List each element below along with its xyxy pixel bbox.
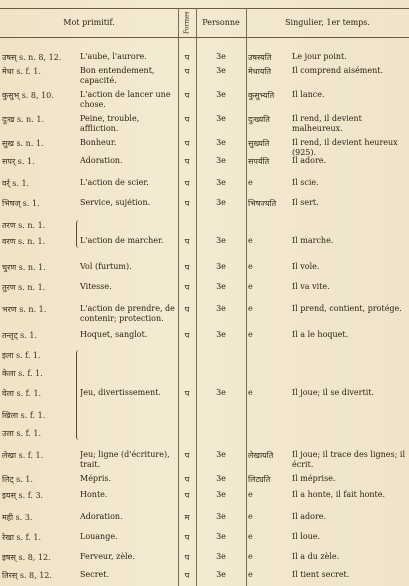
- meaning: Adoration.: [80, 512, 123, 521]
- translation: Il sert.: [292, 198, 319, 207]
- person: 3e: [216, 474, 226, 483]
- root-word: सपर् s. 1.: [2, 157, 35, 166]
- verb-form: कुसुभ्यति: [248, 91, 275, 100]
- form: प: [184, 533, 190, 542]
- translation: Il méprise.: [292, 474, 336, 483]
- form: प: [184, 263, 190, 272]
- verb-form: e: [248, 304, 253, 313]
- meaning: Honte.: [80, 490, 108, 499]
- form: प: [184, 237, 190, 246]
- translation: Il va vite.: [292, 282, 330, 291]
- root-word: चुरण s. n. 1.: [2, 263, 46, 272]
- table-row: [0, 350, 409, 362]
- translation: Il a le hoquet.: [292, 330, 349, 339]
- translation: Il prend, contient, protége.: [292, 304, 402, 313]
- form: प: [184, 67, 190, 76]
- person: 3e: [216, 198, 226, 207]
- meaning: L'aube, l'aurore.: [80, 52, 147, 61]
- verb-form: e: [248, 532, 253, 541]
- verb-form: e: [248, 490, 253, 499]
- meaning: Hoquet, sanglot.: [80, 330, 148, 339]
- form: प: [184, 475, 190, 484]
- verb-form: e: [248, 262, 253, 271]
- person: 3e: [216, 532, 226, 541]
- form: प: [184, 199, 190, 208]
- meaning: L'action de lancer une chose.: [80, 90, 171, 109]
- translation: Il marche.: [292, 236, 334, 245]
- root-word: भिषज् s. 1.: [2, 199, 40, 208]
- person: 3e: [216, 66, 226, 75]
- verb-form: e: [248, 512, 253, 521]
- table-row: [0, 66, 409, 86]
- form: प: [184, 91, 190, 100]
- table-row: [0, 282, 409, 294]
- translation: Il joue; il trace des lignes; il écrit.: [292, 450, 405, 469]
- meaning: Mépris.: [80, 474, 112, 483]
- translation: Il scie.: [292, 178, 319, 187]
- root-word: उषस् s. n. 8, 12.: [2, 53, 62, 62]
- table-row: [0, 156, 409, 168]
- person: 3e: [216, 138, 226, 147]
- person: 3e: [216, 512, 226, 521]
- person: 3e: [216, 490, 226, 499]
- verb-form: e: [248, 282, 253, 291]
- root-word: मेधा s. f. 1.: [2, 67, 41, 76]
- table-header: [0, 8, 409, 38]
- verb-form: e: [248, 236, 253, 245]
- form: प: [184, 571, 190, 580]
- meaning: Bon entendement, capacité.: [80, 66, 155, 85]
- verb-form: e: [248, 178, 253, 187]
- form: म: [184, 513, 190, 522]
- meaning: L'action de marcher.: [80, 236, 164, 245]
- translation: Il joue; il se divertit.: [292, 388, 375, 397]
- form: प: [184, 305, 190, 314]
- root-word: केला s. f. 1.: [2, 369, 43, 378]
- form: प: [184, 553, 190, 562]
- form: प: [184, 53, 190, 62]
- verb-form: e: [248, 330, 253, 339]
- table-row: [0, 138, 409, 157]
- header-root: Mot primitif.: [63, 18, 115, 27]
- verb-form: मेधायति: [248, 67, 272, 76]
- root-word: तन्तृट् s. 1.: [2, 331, 37, 340]
- root-word: वेला s. f. 1.: [2, 389, 42, 398]
- root-word: इला s. f. 1.: [2, 351, 41, 360]
- root-word: इषस् s. 8, 12.: [2, 553, 51, 562]
- header-forms: Formes: [183, 11, 191, 35]
- group-brace: [76, 350, 82, 440]
- translation: Le jour point.: [292, 52, 347, 61]
- form: प: [184, 139, 190, 148]
- person: 3e: [216, 330, 226, 339]
- verb-form: उषस्यति: [248, 53, 272, 62]
- person: 3e: [216, 282, 226, 291]
- translation: Il rend, il devient malheureux.: [292, 114, 362, 133]
- meaning: Ferveur, zèle.: [80, 552, 135, 561]
- meaning: Service, sujétion.: [80, 198, 151, 207]
- meaning: Adoration.: [80, 156, 123, 165]
- root-word: इयस् s. f. 3.: [2, 491, 44, 500]
- person: 3e: [216, 450, 226, 459]
- form: प: [184, 389, 190, 398]
- root-word: उला s. f. 1.: [2, 429, 42, 438]
- verb-form: सपर्यति: [248, 157, 270, 166]
- table-row: [0, 178, 409, 190]
- table-row: [0, 532, 409, 544]
- person: 3e: [216, 262, 226, 271]
- translation: Il tient secret.: [292, 570, 350, 579]
- verb-form: लिट्यति: [248, 475, 271, 484]
- root-word: दुःख s. n. 1.: [2, 115, 45, 124]
- table-row: [0, 198, 409, 210]
- form: प: [184, 283, 190, 292]
- verb-form: e: [248, 552, 253, 561]
- table-row: [0, 262, 409, 274]
- person: 3e: [216, 552, 226, 561]
- verb-form: लेखायति: [248, 451, 274, 460]
- meaning: L'action de prendre, de contenir; protection.: [80, 304, 175, 323]
- meaning: Bonheur.: [80, 138, 117, 147]
- root-word: खिला s. f. 1.: [2, 411, 46, 420]
- translation: Il vole.: [292, 262, 320, 271]
- verb-form: दुःख्यति: [248, 115, 270, 124]
- form: प: [184, 451, 190, 460]
- header-person: Personne: [202, 18, 240, 27]
- table-row: [0, 90, 409, 110]
- root-word: कुसुभ् s. 8, 10.: [2, 91, 54, 100]
- table-row: [0, 450, 409, 470]
- translation: Il a du zèle.: [292, 552, 340, 561]
- person: 3e: [216, 52, 226, 61]
- meaning: Secret.: [80, 570, 110, 579]
- form: प: [184, 331, 190, 340]
- table-row: [0, 570, 409, 582]
- table-row: [0, 410, 409, 422]
- form: प: [184, 157, 190, 166]
- verb-form: सुख्यति: [248, 139, 270, 148]
- person: 3e: [216, 304, 226, 313]
- meaning: Vitesse.: [80, 282, 112, 291]
- group-brace: [76, 220, 82, 248]
- form: प: [184, 115, 190, 124]
- translation: Il adore.: [292, 156, 327, 165]
- person: 3e: [216, 178, 226, 187]
- root-word: तरण s. n. 1.: [2, 221, 46, 230]
- root-word: तिरस् s. 8, 12.: [2, 571, 52, 580]
- table-row: [0, 368, 409, 380]
- translation: Il adore.: [292, 512, 327, 521]
- meaning: L'action de scier.: [80, 178, 149, 187]
- root-word: वर्र् s. 1.: [2, 179, 30, 188]
- root-word: लेखा s. f. 1.: [2, 451, 44, 460]
- person: 3e: [216, 570, 226, 579]
- table-row: [0, 474, 409, 486]
- table-row: [0, 512, 409, 524]
- table-row: [0, 490, 409, 502]
- verb-form: भिषज्यति: [248, 199, 277, 208]
- person: 3e: [216, 114, 226, 123]
- meaning: Vol (furtum).: [80, 262, 132, 271]
- meaning: Peine, trouble, affliction.: [80, 114, 140, 133]
- root-word: वरण s. n. 1.: [2, 237, 46, 246]
- person: 3e: [216, 236, 226, 245]
- table-row: [0, 236, 409, 252]
- translation: Il loue.: [292, 532, 321, 541]
- meaning: Jeu, divertissement.: [80, 388, 161, 397]
- translation: Il comprend aisément.: [292, 66, 384, 75]
- translation: Il rend, il devient heureux (925).: [292, 138, 398, 157]
- table-row: [0, 114, 409, 134]
- person: 3e: [216, 156, 226, 165]
- meaning: Louange.: [80, 532, 118, 541]
- table-row: [0, 552, 409, 564]
- table-row: [0, 52, 409, 64]
- meaning: Jeu; ligne (d'écriture), trait.: [80, 450, 170, 469]
- verb-form: e: [248, 570, 253, 579]
- form: प: [184, 491, 190, 500]
- root-word: सुख s. n. 1.: [2, 139, 44, 148]
- table-row: [0, 304, 409, 326]
- verb-form: e: [248, 388, 253, 397]
- person: 3e: [216, 388, 226, 397]
- table-row: [0, 428, 409, 440]
- translation: Il lance.: [292, 90, 325, 99]
- table-row: [0, 330, 409, 342]
- form: प: [184, 179, 190, 188]
- table-row: [0, 388, 409, 402]
- root-word: मही s. 3.: [2, 513, 33, 522]
- root-word: रेखा s. f. 1.: [2, 533, 42, 542]
- root-word: लिट् s. 1.: [2, 475, 33, 484]
- header-singular: Singulier, 1er temps.: [285, 18, 370, 27]
- table-row: [0, 220, 409, 232]
- person: 3e: [216, 90, 226, 99]
- root-word: भरण s. n. 1.: [2, 305, 47, 314]
- translation: Il a honte, il fait honte.: [292, 490, 386, 499]
- root-word: तुरण s. n. 1.: [2, 283, 46, 292]
